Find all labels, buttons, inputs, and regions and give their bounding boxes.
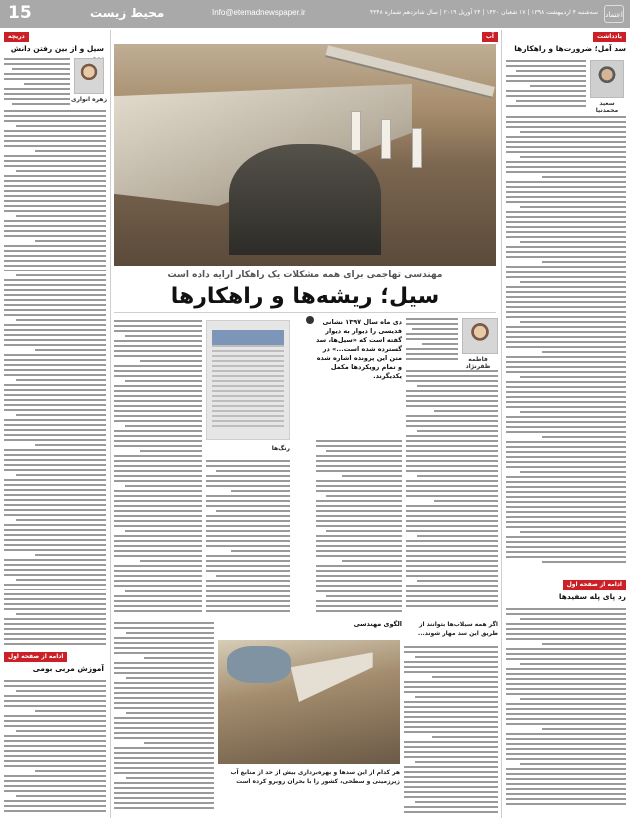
section-title: محیط زیست [90,6,165,20]
author-photo-right [590,60,624,98]
left-bottom-body [4,680,106,816]
main-first-caption: اگر همه سیلاب‌ها بتوانند از طریق این سد مهار شوند... [417,621,498,637]
author-photo-main [462,318,498,354]
left-column-headline-wrap [4,44,104,56]
main-pull-quote: دی ماه سال ۱۳۹۷ نشانی فدیسی را دیوار به دیوار گفته است که «سیل‌ها، سد گسترده شده است...» در متن این پرونده اشاره شده و تمام رویکرد‌ها مکمل یکدیگرند. [316,318,402,380]
main-author: فاطمه ظفرنژاد [465,356,491,370]
right-column-headline: سد آمل؛ ضرورت‌ها و راهکارها [514,44,626,53]
main-section-label: آب [482,32,498,42]
left-continued-label: ادامه از صفحه اول [4,652,67,662]
main-section-title: الگوی مهندسی [353,620,402,628]
page-header [0,0,630,28]
main-kicker: مهندسی تهاجمی برای همه مشکلات یک راهکار ارایه داده است [167,270,443,280]
page-number: 15 [8,3,32,23]
main-dam-photo [114,44,496,266]
right-bottom-headline: رد پای پله سفید‌ها [558,592,626,601]
left-column-headline: سیل و از بین رفتن دانش [10,44,104,53]
main-column-4 [114,320,202,616]
headline-divider [114,312,496,313]
right-bottom-headline-wrap [506,592,626,604]
dateline: سه‌شنبه ۴ اردیبهشت ۱۳۹۸ | ۱۷ شعبان ۱۴۴۰ | ۲۴ آوریل ۲۰۱۹ | سال شانزدهم شماره ۴۳۴۸ [369,9,598,16]
main-bottom-column-left [114,622,214,816]
main-author-intro [406,318,458,366]
main-column-1 [406,370,498,616]
dot-icon [306,316,314,324]
right-column-body [506,116,626,566]
right-bottom-body [506,608,626,816]
inset-sub-label: رنگ‌ها [271,445,290,452]
right-column-label: یادداشت [593,32,626,42]
right-continued-label: ادامه از صفحه اول [563,580,626,590]
author-photo-left [74,58,104,94]
inset-newspaper-image [206,320,290,440]
right-column-headline-wrap [506,44,626,56]
email-address[interactable]: Info@etemadnewspaper.ir [212,8,306,17]
main-column-3 [206,460,290,616]
photo-caption: هر کدام از این سد‌ها و بهره‌برداری بیش از حد از منابع آب زیرزمینی و سطحی، کشور را با بحران روبرو کرده است [230,769,400,785]
left-column-author: زهره انواری [70,96,108,103]
right-column-intro [506,60,586,112]
newspaper-logo: اعتماد [604,5,624,23]
main-bottom-column-right [404,646,498,816]
left-column-label: دریچه [4,32,29,42]
left-bottom-headline: آموزش مربی بومی [32,664,104,673]
left-column-intro [4,58,70,108]
dam-lake-photo [218,640,400,764]
column-divider-right [501,30,502,818]
left-column-body [4,110,106,648]
main-headline: سیل؛ ریشه‌ها و راهکارها [170,284,440,309]
left-bottom-headline-wrap [4,664,104,676]
right-column-author: سعید محمدنیا [595,100,619,114]
main-column-2 [316,440,402,616]
column-divider-left [110,30,111,818]
